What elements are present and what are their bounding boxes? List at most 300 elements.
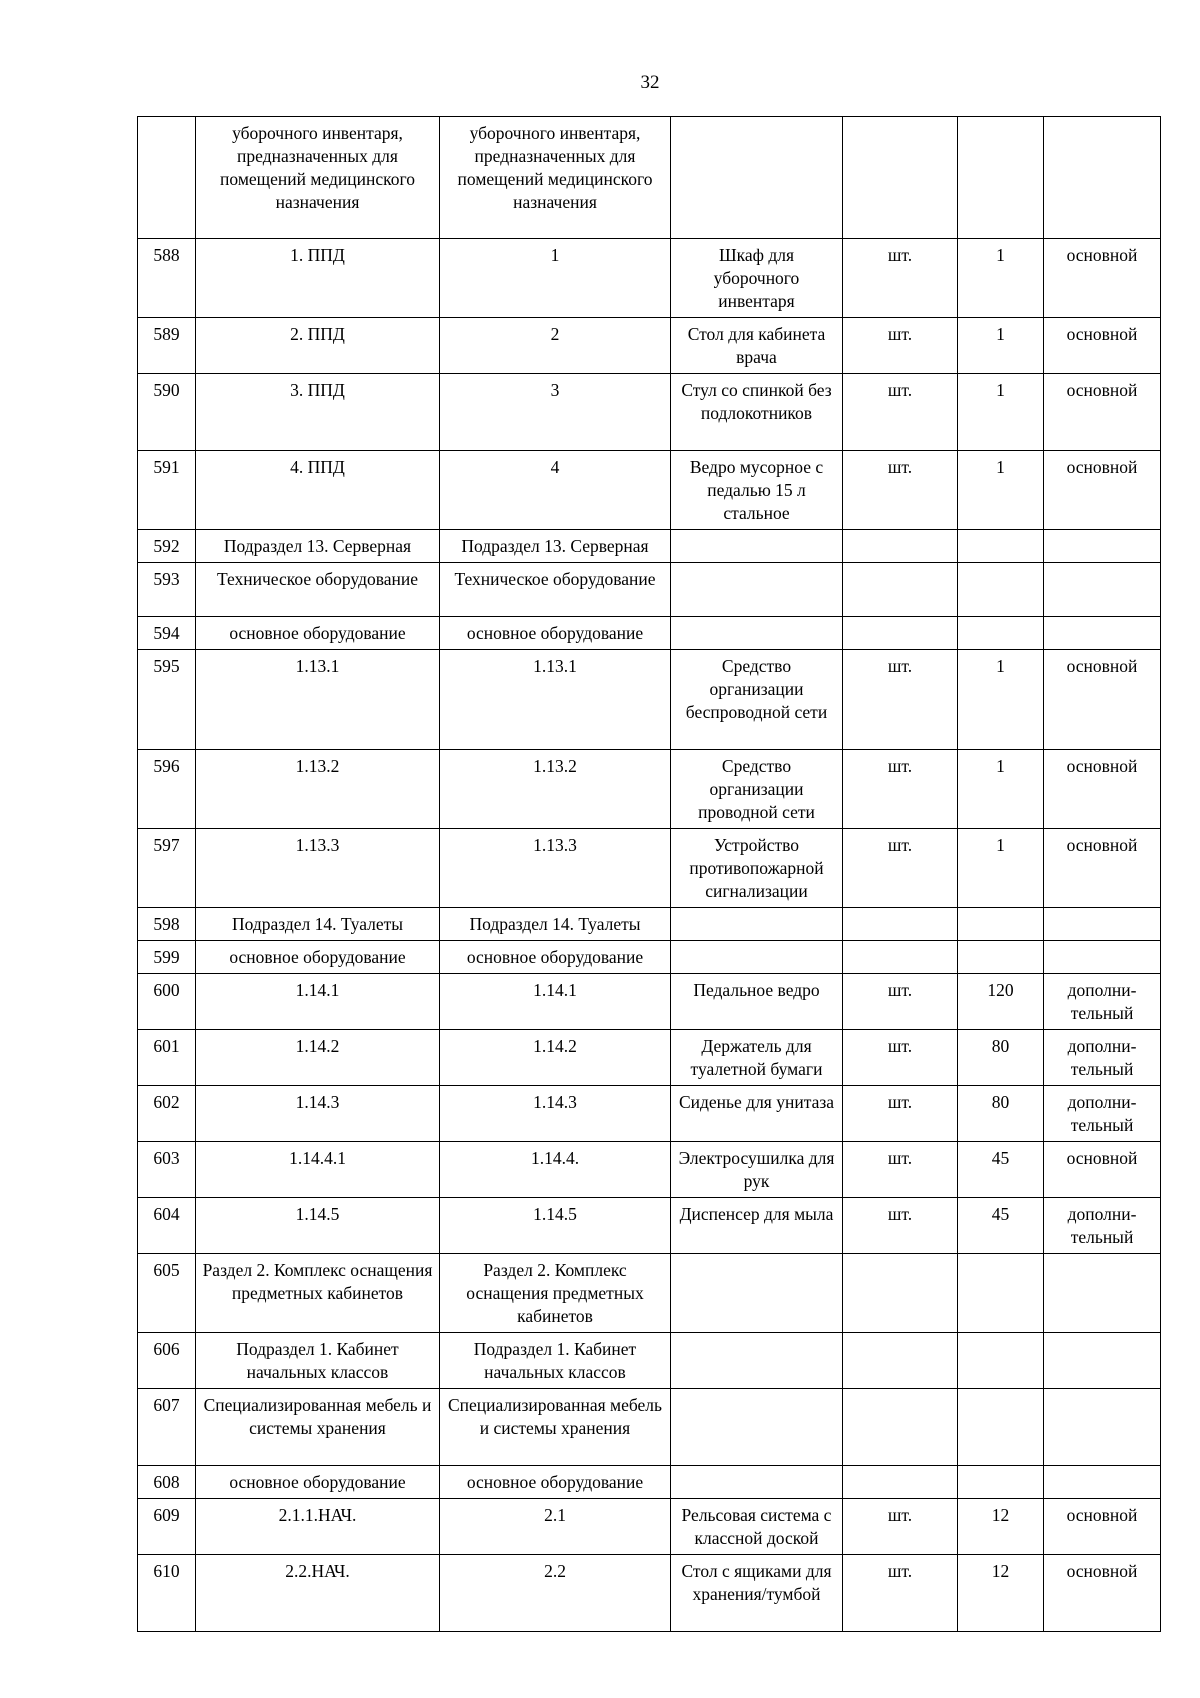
quantity-cell bbox=[958, 451, 1044, 530]
row-number-cell bbox=[138, 563, 196, 617]
item-name-cell bbox=[671, 117, 843, 239]
cell-text: Рельсовая система с классной доской bbox=[681, 1505, 832, 1548]
code-cell bbox=[196, 530, 440, 563]
cell-text: шт. bbox=[887, 980, 913, 1000]
cell-text: 12 bbox=[991, 1505, 1010, 1525]
cell-text: 610 bbox=[153, 1561, 180, 1581]
type-cell bbox=[1044, 1389, 1161, 1466]
cell-text: 1 bbox=[996, 835, 1005, 855]
ref-code-cell bbox=[440, 374, 671, 451]
type-cell bbox=[1044, 617, 1161, 650]
cell-text: Педальное ведро bbox=[693, 980, 820, 1000]
row-number-cell bbox=[138, 1555, 196, 1632]
ref-code-cell bbox=[440, 1499, 671, 1555]
cell-text: 1. ППД bbox=[290, 245, 345, 265]
code-cell bbox=[196, 1466, 440, 1499]
ref-code-cell bbox=[440, 1030, 671, 1086]
cell-text: Стол с ящиками для хранения/тумбой bbox=[681, 1561, 832, 1604]
table-row bbox=[138, 1142, 1161, 1198]
ref-code-cell bbox=[440, 117, 671, 239]
cell-text: дополни- тельный bbox=[1067, 980, 1137, 1023]
cell-text: 2.1 bbox=[544, 1505, 566, 1525]
cell-text: 1.13.2 bbox=[533, 756, 577, 776]
cell-text: основное оборудование bbox=[466, 623, 644, 643]
quantity-cell bbox=[958, 563, 1044, 617]
cell-text: 1 bbox=[996, 656, 1005, 676]
quantity-cell bbox=[958, 1389, 1044, 1466]
cell-text: основной bbox=[1066, 245, 1138, 265]
unit-cell bbox=[843, 318, 958, 374]
cell-text: 1.14.5 bbox=[533, 1204, 577, 1224]
cell-text: основной bbox=[1066, 1148, 1138, 1168]
item-name-cell bbox=[671, 374, 843, 451]
code-cell bbox=[196, 563, 440, 617]
table-row bbox=[138, 117, 1161, 239]
cell-text: шт. bbox=[887, 457, 913, 477]
ref-code-cell bbox=[440, 451, 671, 530]
table-body bbox=[138, 117, 1161, 1632]
item-name-cell bbox=[671, 1466, 843, 1499]
item-name-cell bbox=[671, 1333, 843, 1389]
quantity-cell bbox=[958, 1555, 1044, 1632]
code-cell bbox=[196, 1389, 440, 1466]
ref-code-cell bbox=[440, 617, 671, 650]
cell-text: основное оборудование bbox=[229, 623, 406, 643]
type-cell bbox=[1044, 374, 1161, 451]
code-cell bbox=[196, 318, 440, 374]
cell-text: основной bbox=[1066, 1561, 1138, 1581]
item-name-cell bbox=[671, 451, 843, 530]
cell-text: Шкаф для уборочного инвентаря bbox=[713, 245, 800, 311]
cell-text: 1.13.1 bbox=[533, 656, 577, 676]
cell-text: 1.14.5 bbox=[295, 1204, 340, 1224]
item-name-cell bbox=[671, 829, 843, 908]
cell-text: 589 bbox=[153, 324, 180, 344]
cell-text: шт. bbox=[887, 245, 913, 265]
cell-text: Специализированная мебель и системы хранения bbox=[203, 1395, 432, 1438]
cell-text: 593 bbox=[153, 569, 180, 589]
row-number-cell bbox=[138, 374, 196, 451]
unit-cell bbox=[843, 941, 958, 974]
cell-text: Подраздел 14. Туалеты bbox=[231, 914, 404, 934]
cell-text: 606 bbox=[153, 1339, 180, 1359]
cell-text: 2. ППД bbox=[290, 324, 345, 344]
type-cell bbox=[1044, 974, 1161, 1030]
table-row bbox=[138, 650, 1161, 750]
cell-text: Подраздел 13. Серверная bbox=[461, 536, 649, 556]
cell-text: 588 bbox=[153, 245, 180, 265]
cell-text: шт. bbox=[887, 756, 913, 776]
quantity-cell bbox=[958, 829, 1044, 908]
code-cell bbox=[196, 650, 440, 750]
cell-text: Средство организации беспроводной сети bbox=[685, 656, 828, 722]
cell-text: 607 bbox=[153, 1395, 180, 1415]
row-number-cell bbox=[138, 1254, 196, 1333]
unit-cell bbox=[843, 374, 958, 451]
cell-text: 1 bbox=[996, 756, 1005, 776]
quantity-cell bbox=[958, 1333, 1044, 1389]
type-cell bbox=[1044, 117, 1161, 239]
ref-code-cell bbox=[440, 1389, 671, 1466]
cell-text: основной bbox=[1066, 457, 1138, 477]
cell-text: Диспенсер для мыла bbox=[679, 1204, 834, 1224]
cell-text: 1 bbox=[996, 324, 1005, 344]
cell-text: 1 bbox=[996, 245, 1005, 265]
quantity-cell bbox=[958, 1142, 1044, 1198]
ref-code-cell bbox=[440, 829, 671, 908]
quantity-cell bbox=[958, 318, 1044, 374]
item-name-cell bbox=[671, 318, 843, 374]
cell-text: 608 bbox=[153, 1472, 180, 1492]
cell-text: Ведро мусорное с педалью 15 л стальное bbox=[689, 457, 824, 523]
unit-cell bbox=[843, 1466, 958, 1499]
item-name-cell bbox=[671, 530, 843, 563]
cell-text: 2 bbox=[550, 324, 560, 344]
quantity-cell bbox=[958, 941, 1044, 974]
ref-code-cell bbox=[440, 318, 671, 374]
cell-text: 2.2.НАЧ. bbox=[285, 1561, 350, 1581]
row-number-cell bbox=[138, 1389, 196, 1466]
quantity-cell bbox=[958, 374, 1044, 451]
cell-text: 1.14.2 bbox=[533, 1036, 577, 1056]
unit-cell bbox=[843, 563, 958, 617]
type-cell bbox=[1044, 908, 1161, 941]
cell-text: 4 bbox=[550, 457, 560, 477]
row-number-cell bbox=[138, 908, 196, 941]
cell-text: основной bbox=[1066, 756, 1138, 776]
quantity-cell bbox=[958, 1086, 1044, 1142]
unit-cell bbox=[843, 1333, 958, 1389]
cell-text: Держатель для туалетной бумаги bbox=[690, 1036, 823, 1079]
ref-code-cell bbox=[440, 1198, 671, 1254]
type-cell bbox=[1044, 1030, 1161, 1086]
cell-text: шт. bbox=[887, 1505, 913, 1525]
cell-text: Средство организации проводной сети bbox=[698, 756, 815, 822]
type-cell bbox=[1044, 1466, 1161, 1499]
cell-text: шт. bbox=[887, 1204, 913, 1224]
table-row bbox=[138, 1499, 1161, 1555]
cell-text: 592 bbox=[153, 536, 180, 556]
unit-cell bbox=[843, 1142, 958, 1198]
ref-code-cell bbox=[440, 563, 671, 617]
type-cell bbox=[1044, 750, 1161, 829]
cell-text: 12 bbox=[991, 1561, 1010, 1581]
cell-text: 3. ППД bbox=[290, 380, 345, 400]
unit-cell bbox=[843, 1389, 958, 1466]
row-number-cell bbox=[138, 1499, 196, 1555]
item-name-cell bbox=[671, 908, 843, 941]
cell-text: основное оборудование bbox=[466, 947, 644, 967]
row-number-cell bbox=[138, 1198, 196, 1254]
cell-text: дополни- тельный bbox=[1067, 1204, 1137, 1247]
quantity-cell bbox=[958, 750, 1044, 829]
row-number-cell bbox=[138, 650, 196, 750]
code-cell bbox=[196, 1254, 440, 1333]
cell-text: Стул со спинкой без подлокотников bbox=[681, 380, 832, 423]
code-cell bbox=[196, 829, 440, 908]
table-row bbox=[138, 829, 1161, 908]
item-name-cell bbox=[671, 617, 843, 650]
type-cell bbox=[1044, 451, 1161, 530]
cell-text: дополни- тельный bbox=[1067, 1092, 1137, 1135]
cell-text: 1 bbox=[996, 457, 1005, 477]
row-number-cell bbox=[138, 829, 196, 908]
table-row bbox=[138, 941, 1161, 974]
cell-text: 1 bbox=[996, 380, 1005, 400]
item-name-cell bbox=[671, 239, 843, 318]
table-row bbox=[138, 908, 1161, 941]
unit-cell bbox=[843, 829, 958, 908]
quantity-cell bbox=[958, 1198, 1044, 1254]
type-cell bbox=[1044, 1555, 1161, 1632]
cell-text: 609 bbox=[153, 1505, 180, 1525]
cell-text: Электросушилка для рук bbox=[678, 1148, 835, 1191]
cell-text: основной bbox=[1066, 835, 1138, 855]
cell-text: основной bbox=[1066, 1505, 1138, 1525]
type-cell bbox=[1044, 530, 1161, 563]
quantity-cell bbox=[958, 1030, 1044, 1086]
cell-text: основное оборудование bbox=[466, 1472, 644, 1492]
cell-text: 1.13.3 bbox=[295, 835, 340, 855]
item-name-cell bbox=[671, 1030, 843, 1086]
quantity-cell bbox=[958, 617, 1044, 650]
cell-text: 604 bbox=[153, 1204, 180, 1224]
code-cell bbox=[196, 1333, 440, 1389]
row-number-cell bbox=[138, 318, 196, 374]
equipment-table bbox=[137, 116, 1161, 1632]
ref-code-cell bbox=[440, 750, 671, 829]
cell-text: 1.14.3 bbox=[295, 1092, 340, 1112]
ref-code-cell bbox=[440, 650, 671, 750]
code-cell bbox=[196, 974, 440, 1030]
ref-code-cell bbox=[440, 974, 671, 1030]
ref-code-cell bbox=[440, 908, 671, 941]
cell-text: 3 bbox=[550, 380, 560, 400]
cell-text: основной bbox=[1066, 656, 1138, 676]
code-cell bbox=[196, 750, 440, 829]
table-row bbox=[138, 1555, 1161, 1632]
code-cell bbox=[196, 941, 440, 974]
ref-code-cell bbox=[440, 941, 671, 974]
cell-text: Подраздел 13. Серверная bbox=[223, 536, 412, 556]
cell-text: основное оборудование bbox=[229, 1472, 406, 1492]
cell-text: 1.14.3 bbox=[533, 1092, 577, 1112]
cell-text: 80 bbox=[991, 1036, 1010, 1056]
unit-cell bbox=[843, 530, 958, 563]
unit-cell bbox=[843, 451, 958, 530]
cell-text: 2.1.1.НАЧ. bbox=[278, 1505, 357, 1525]
table-row bbox=[138, 617, 1161, 650]
unit-cell bbox=[843, 1499, 958, 1555]
item-name-cell bbox=[671, 1142, 843, 1198]
cell-text: Техническое оборудование bbox=[216, 569, 419, 589]
item-name-cell bbox=[671, 650, 843, 750]
ref-code-cell bbox=[440, 1333, 671, 1389]
row-number-cell bbox=[138, 750, 196, 829]
ref-code-cell bbox=[440, 1086, 671, 1142]
unit-cell bbox=[843, 1254, 958, 1333]
row-number-cell bbox=[138, 974, 196, 1030]
type-cell bbox=[1044, 1198, 1161, 1254]
table-row bbox=[138, 318, 1161, 374]
unit-cell bbox=[843, 650, 958, 750]
item-name-cell bbox=[671, 1499, 843, 1555]
cell-text: 120 bbox=[987, 980, 1014, 1000]
cell-text: 1 bbox=[550, 245, 560, 265]
code-cell bbox=[196, 1086, 440, 1142]
table-row bbox=[138, 1198, 1161, 1254]
cell-text: 1.14.4. bbox=[530, 1148, 580, 1168]
cell-text: уборочного инвентаря, предназначенных для помещений медицинского назначения bbox=[220, 123, 415, 212]
cell-text: уборочного инвентаря, предназначенных для помещений медицинского назначения bbox=[457, 123, 653, 212]
code-cell bbox=[196, 1499, 440, 1555]
type-cell bbox=[1044, 650, 1161, 750]
row-number-cell bbox=[138, 239, 196, 318]
cell-text: 1.14.1 bbox=[295, 980, 340, 1000]
cell-text: 596 bbox=[153, 756, 180, 776]
code-cell bbox=[196, 374, 440, 451]
row-number-cell bbox=[138, 1030, 196, 1086]
unit-cell bbox=[843, 908, 958, 941]
cell-text: Устройство противопожарной сигнализации bbox=[689, 835, 824, 901]
ref-code-cell bbox=[440, 1555, 671, 1632]
code-cell bbox=[196, 908, 440, 941]
unit-cell bbox=[843, 1555, 958, 1632]
table-row bbox=[138, 1389, 1161, 1466]
quantity-cell bbox=[958, 650, 1044, 750]
unit-cell bbox=[843, 974, 958, 1030]
cell-text: 45 bbox=[991, 1204, 1010, 1224]
cell-text: шт. bbox=[887, 1092, 913, 1112]
cell-text: Раздел 2. Комплекс оснащения предметных кабинетов bbox=[466, 1260, 644, 1326]
cell-text: 2.2 bbox=[544, 1561, 566, 1581]
cell-text: 591 bbox=[153, 457, 180, 477]
cell-text: 1.13.1 bbox=[295, 656, 340, 676]
unit-cell bbox=[843, 1198, 958, 1254]
cell-text: 599 bbox=[153, 947, 180, 967]
type-cell bbox=[1044, 1499, 1161, 1555]
item-name-cell bbox=[671, 1555, 843, 1632]
cell-text: основное оборудование bbox=[229, 947, 406, 967]
unit-cell bbox=[843, 239, 958, 318]
cell-text: шт. bbox=[887, 380, 913, 400]
quantity-cell bbox=[958, 908, 1044, 941]
table-row bbox=[138, 239, 1161, 318]
table-row bbox=[138, 1466, 1161, 1499]
cell-text: 603 bbox=[153, 1148, 180, 1168]
page-number: 32 bbox=[640, 72, 660, 93]
ref-code-cell bbox=[440, 1466, 671, 1499]
cell-text: 1.14.2 bbox=[295, 1036, 340, 1056]
type-cell bbox=[1044, 318, 1161, 374]
item-name-cell bbox=[671, 1254, 843, 1333]
code-cell bbox=[196, 117, 440, 239]
cell-text: основной bbox=[1066, 380, 1138, 400]
cell-text: 1.13.2 bbox=[295, 756, 340, 776]
cell-text: Стол для кабинета врача bbox=[687, 324, 826, 367]
ref-code-cell bbox=[440, 239, 671, 318]
quantity-cell bbox=[958, 117, 1044, 239]
unit-cell bbox=[843, 617, 958, 650]
type-cell bbox=[1044, 1254, 1161, 1333]
cell-text: 597 bbox=[153, 835, 180, 855]
row-number-cell bbox=[138, 1333, 196, 1389]
item-name-cell bbox=[671, 1389, 843, 1466]
ref-code-cell bbox=[440, 530, 671, 563]
cell-text: 602 bbox=[153, 1092, 180, 1112]
quantity-cell bbox=[958, 974, 1044, 1030]
code-cell bbox=[196, 239, 440, 318]
cell-text: 45 bbox=[991, 1148, 1010, 1168]
cell-text: шт. bbox=[887, 1148, 913, 1168]
code-cell bbox=[196, 1142, 440, 1198]
table-row bbox=[138, 1254, 1161, 1333]
code-cell bbox=[196, 1030, 440, 1086]
unit-cell bbox=[843, 1086, 958, 1142]
table-row bbox=[138, 1086, 1161, 1142]
unit-cell bbox=[843, 750, 958, 829]
code-cell bbox=[196, 1198, 440, 1254]
cell-text: 605 bbox=[153, 1260, 180, 1280]
row-number-cell bbox=[138, 1466, 196, 1499]
row-number-cell bbox=[138, 1142, 196, 1198]
cell-text: основной bbox=[1066, 324, 1138, 344]
cell-text: 595 bbox=[153, 656, 180, 676]
type-cell bbox=[1044, 829, 1161, 908]
cell-text: дополни- тельный bbox=[1067, 1036, 1137, 1079]
unit-cell bbox=[843, 117, 958, 239]
cell-text: 601 bbox=[153, 1036, 180, 1056]
cell-text: 1.14.1 bbox=[533, 980, 577, 1000]
item-name-cell bbox=[671, 1086, 843, 1142]
item-name-cell bbox=[671, 974, 843, 1030]
cell-text: Подраздел 1. Кабинет начальных классов bbox=[236, 1339, 399, 1382]
cell-text: Специализированная мебель и системы хранения bbox=[447, 1395, 663, 1438]
type-cell bbox=[1044, 941, 1161, 974]
cell-text: Подраздел 1. Кабинет начальных классов bbox=[473, 1339, 637, 1382]
code-cell bbox=[196, 617, 440, 650]
table-row bbox=[138, 374, 1161, 451]
table-row bbox=[138, 974, 1161, 1030]
cell-text: Подраздел 14. Туалеты bbox=[469, 914, 641, 934]
table-row bbox=[138, 530, 1161, 563]
table-row bbox=[138, 451, 1161, 530]
item-name-cell bbox=[671, 941, 843, 974]
cell-text: 590 bbox=[153, 380, 180, 400]
cell-text: Раздел 2. Комплекс оснащения предметных кабинетов bbox=[202, 1260, 433, 1303]
cell-text: Техническое оборудование bbox=[454, 569, 656, 589]
item-name-cell bbox=[671, 750, 843, 829]
cell-text: 80 bbox=[991, 1092, 1010, 1112]
code-cell bbox=[196, 451, 440, 530]
cell-text: шт. bbox=[887, 835, 913, 855]
code-cell bbox=[196, 1555, 440, 1632]
cell-text: 1.14.4.1 bbox=[289, 1148, 346, 1168]
quantity-cell bbox=[958, 1466, 1044, 1499]
cell-text: 598 bbox=[153, 914, 180, 934]
cell-text: шт. bbox=[887, 1561, 913, 1581]
table-row bbox=[138, 1030, 1161, 1086]
ref-code-cell bbox=[440, 1142, 671, 1198]
cell-text: 600 bbox=[153, 980, 180, 1000]
type-cell bbox=[1044, 563, 1161, 617]
cell-text: шт. bbox=[887, 324, 913, 344]
item-name-cell bbox=[671, 1198, 843, 1254]
quantity-cell bbox=[958, 239, 1044, 318]
row-number-cell bbox=[138, 941, 196, 974]
type-cell bbox=[1044, 239, 1161, 318]
cell-text: 1.13.3 bbox=[533, 835, 577, 855]
